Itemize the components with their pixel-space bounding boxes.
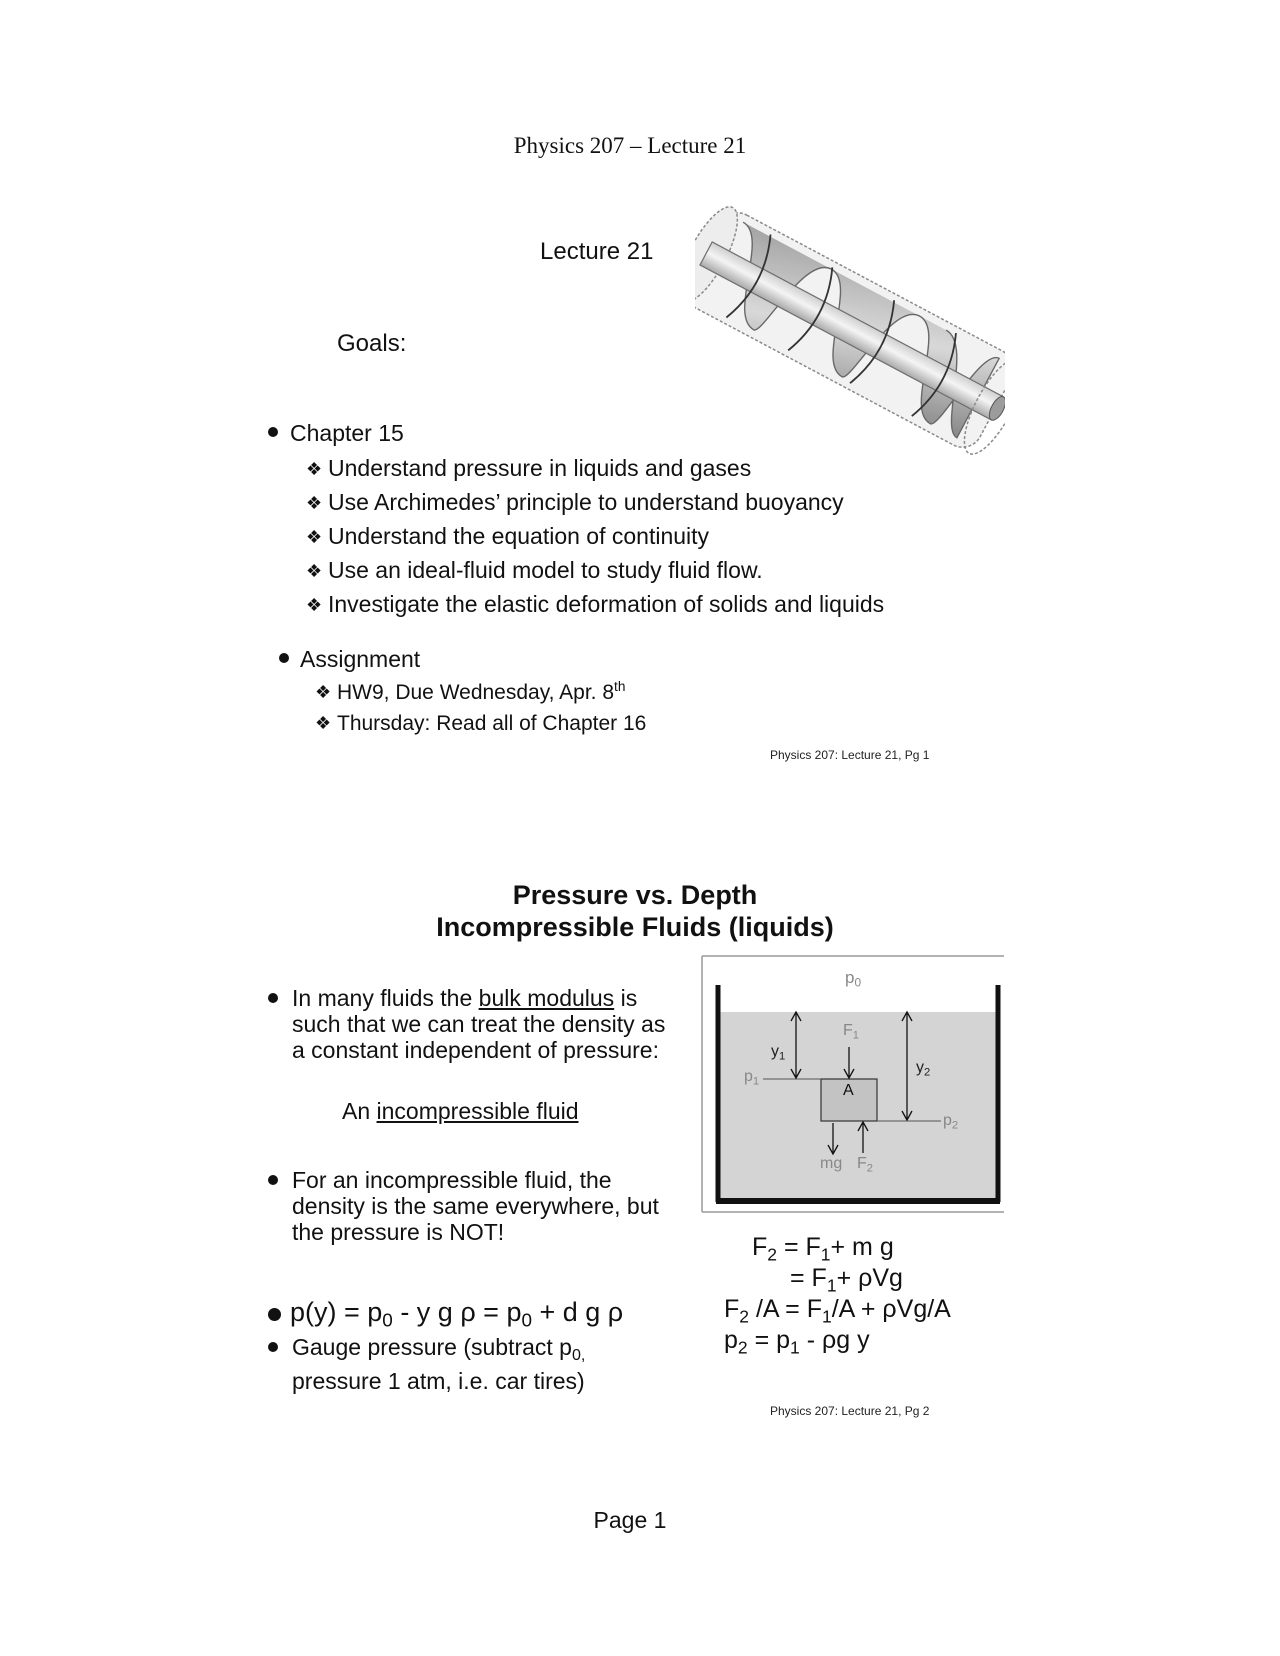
- pressure-depth-diagram: [701, 955, 1004, 1213]
- bullet-dot-icon: [268, 1175, 278, 1185]
- page-number: Page 1: [593, 1507, 667, 1533]
- diamond-bullet-icon: ❖: [315, 713, 332, 733]
- label-p0: $p_0$: [845, 968, 862, 990]
- text-line: density is the same everywhere, but: [292, 1193, 659, 1219]
- subscript: 0: [382, 1310, 393, 1332]
- diamond-bullet-icon: ❖: [306, 527, 323, 547]
- gauge-pressure-line-1: [292, 1334, 585, 1365]
- formula-line-1: $F_2 = F_1+ m$ g: [752, 1233, 894, 1265]
- goals-label: Goals:: [337, 330, 407, 357]
- reading-text: Thursday: Read all of Chapter 16: [337, 712, 647, 735]
- list-item: [306, 591, 884, 618]
- label-y2: $y_2$: [916, 1059, 931, 1079]
- incompressible-fluid-link[interactable]: incompressible fluid: [376, 1098, 579, 1124]
- bulk-modulus-link[interactable]: bulk modulus: [478, 985, 615, 1011]
- text-run: Gauge pressure (subtract p: [292, 1334, 572, 1360]
- incompressible-fluid-line: [342, 1098, 579, 1125]
- list-item: [315, 712, 646, 736]
- incompressible-paragraph: [292, 1167, 659, 1245]
- subscript: 0,: [571, 1345, 586, 1364]
- text-run: An: [342, 1098, 377, 1124]
- text-run: - y g ρ = p: [392, 1297, 522, 1327]
- list-item: [306, 557, 763, 584]
- bullet-dot-icon: [279, 653, 289, 663]
- text-run: + d g ρ: [532, 1297, 624, 1327]
- list-item: [315, 679, 625, 705]
- text-run: In many fluids the: [292, 985, 479, 1011]
- list-item-text: Use an ideal-fluid model to study fluid flow.: [328, 557, 763, 583]
- label-f2: $F_2$: [857, 1155, 874, 1175]
- diamond-bullet-icon: ❖: [306, 595, 323, 615]
- text-line: a constant independent of pressure:: [292, 1037, 659, 1063]
- archimedes-screw-icon: [695, 205, 1005, 455]
- slide-2-footer: Physics 207: Lecture 21, Pg 2: [770, 1404, 930, 1418]
- diamond-bullet-icon: ❖: [306, 493, 323, 513]
- text-line: the pressure is NOT!: [292, 1219, 505, 1245]
- homework-text: HW9, Due Wednesday, Apr. 8: [337, 681, 615, 705]
- slide-1-title: Lecture 21: [540, 238, 654, 265]
- homework-superscript: th: [614, 679, 626, 694]
- label-y1: $y_1$: [771, 1043, 786, 1063]
- slide-2-title-line-1: Pressure vs. Depth: [512, 880, 758, 910]
- formula-line-3: $F_2$ $/A = F_1/A + \rho Vg/A$: [724, 1295, 951, 1327]
- list-item: [306, 489, 844, 516]
- diamond-bullet-icon: ❖: [306, 561, 323, 581]
- label-p2: $p_2$: [943, 1112, 959, 1132]
- list-item-text: Investigate the elastic deformation of solids and liquids: [328, 591, 885, 617]
- formula-line-4: $p_2 = p_1 - \rho g$ y: [724, 1326, 870, 1358]
- gauge-pressure-line-2: pressure 1 atm, i.e. car tires): [292, 1368, 585, 1394]
- list-item-text: Understand pressure in liquids and gases: [328, 455, 752, 481]
- text-run: is: [614, 985, 638, 1011]
- slide-1-footer: Physics 207: Lecture 21, Pg 1: [770, 748, 930, 762]
- subscript: 0: [521, 1310, 532, 1332]
- label-mg: mg: [820, 1155, 843, 1172]
- bullet-dot-icon: [268, 1342, 278, 1352]
- list-item: [306, 523, 709, 550]
- bullet-dot-icon: [268, 993, 278, 1003]
- text-line: For an incompressible fluid, the: [292, 1167, 612, 1193]
- bullet-dot-icon: [268, 1308, 281, 1321]
- formula-line-2: = $F_1+ \rho Vg$: [790, 1264, 903, 1296]
- diamond-bullet-icon: ❖: [306, 459, 323, 479]
- text-run: p(y) = p: [290, 1297, 383, 1327]
- list-item-text: Understand the equation of continuity: [328, 523, 710, 549]
- label-a: A: [843, 1082, 854, 1099]
- text-line: such that we can treat the density as: [292, 1011, 666, 1037]
- assignment-label: Assignment: [300, 646, 421, 672]
- slide-2-title-line-2: Incompressible Fluids (liquids): [436, 912, 834, 942]
- diamond-bullet-icon: ❖: [315, 682, 332, 703]
- list-item: [306, 455, 751, 482]
- list-item-text: Use Archimedes’ principle to understand buoyancy: [328, 489, 844, 515]
- chapter-label: Chapter 15: [290, 420, 404, 446]
- label-p1: $p_1$: [744, 1068, 760, 1088]
- bullet-dot-icon: [268, 427, 278, 437]
- bulk-modulus-paragraph: [292, 985, 665, 1063]
- label-f1: $F_1$: [843, 1022, 860, 1042]
- document-title: Physics 207 – Lecture 21: [513, 133, 747, 158]
- pressure-equation: [290, 1297, 623, 1333]
